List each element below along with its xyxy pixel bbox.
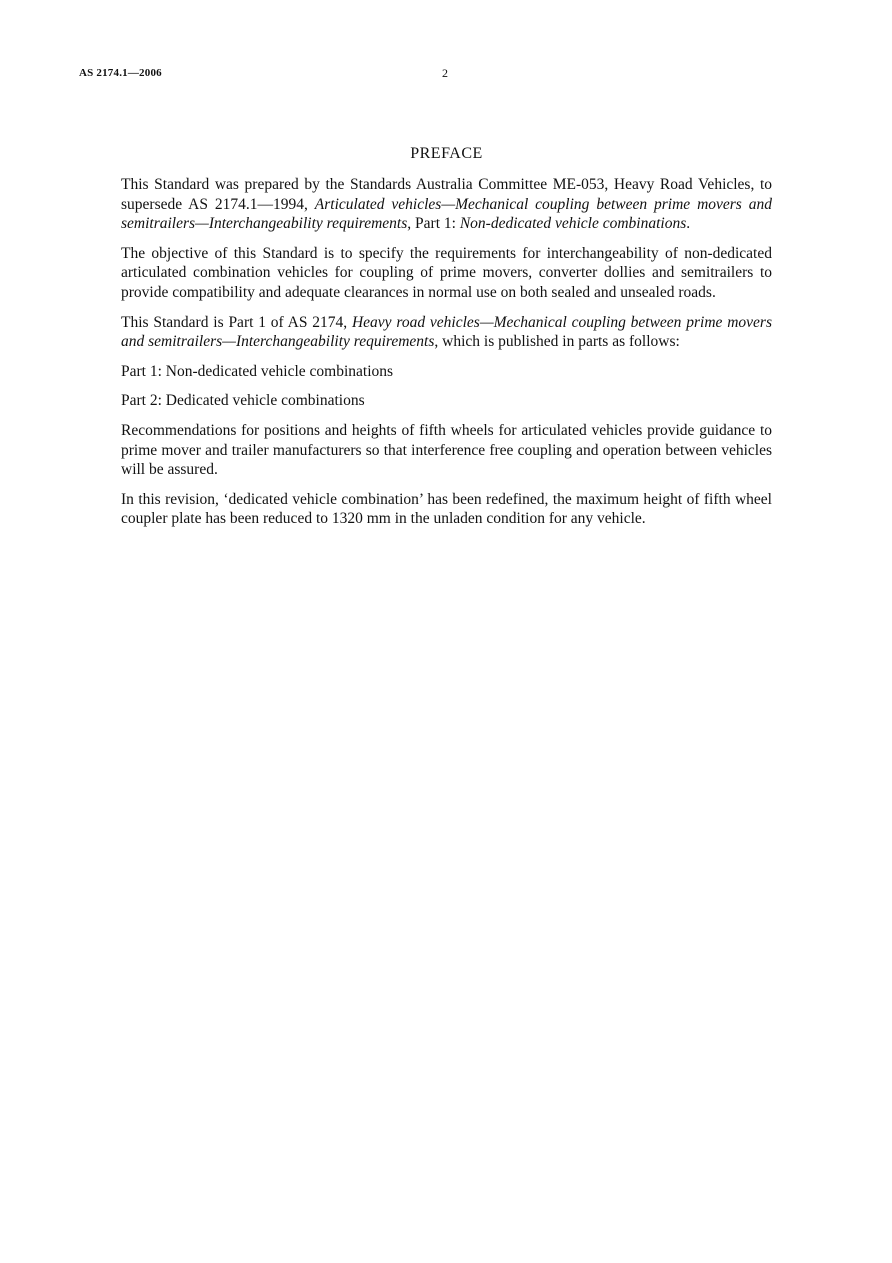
preface-title: PREFACE bbox=[410, 145, 483, 162]
p3-title-italic: Heavy road vehicles—Mechanical coupling between prime movers and semitrailers—Interchangeability requirements bbox=[121, 313, 772, 351]
part-list-item-2: Part 2: Dedicated vehicle combinations bbox=[121, 392, 365, 410]
preface-paragraph-3 bbox=[121, 313, 772, 352]
running-head-designation: AS 2174.1—2006 bbox=[79, 67, 162, 79]
preface-section bbox=[121, 145, 772, 539]
p1-text-c: , Part 1: bbox=[407, 215, 460, 233]
p1-part-italic: Non-dedicated vehicle combinations bbox=[459, 215, 687, 233]
p3-text-a: This Standard is Part 1 of AS 2174, bbox=[121, 313, 352, 331]
p3-text-c: , which is published in parts as follows: bbox=[434, 333, 680, 351]
p1-text-a: This Standard was prepared by the Standards Australia Committee ME-053, Heavy Road Vehicles, to supersede AS 2174.1—1994, bbox=[121, 176, 772, 213]
preface-paragraph-1 bbox=[121, 175, 772, 234]
p1-text-e: . bbox=[686, 215, 691, 233]
preface-paragraph-2: The objective of this Standard is to specify the requirements for interchangeability of non-dedicated articulated combination vehicles for coupling of prime movers, converter dollies and semitrailers to provide compatibility and adequate clearances in normal use on both sealed and unsealed roads. bbox=[121, 244, 772, 301]
preface-paragraph-5: In this revision, ‘dedicated vehicle combination’ has been redefined, the maximum height of fifth wheel coupler plate has been reduced to 1320 mm in the unladen condition for any vehicle. bbox=[121, 490, 772, 528]
page-number: 2 bbox=[442, 66, 448, 80]
preface-paragraph-4: Recommendations for positions and heights of fifth wheels for articulated vehicles provide guidance to prime mover and trailer manufacturers so that interference free coupling and operation between vehicles will be assured. bbox=[121, 421, 772, 479]
part-list-item-1: Part 1: Non-dedicated vehicle combinations bbox=[121, 362, 394, 380]
p1-title-italic: Articulated vehicles—Mechanical coupling between prime movers and semitrailers—Interchangeability requirements bbox=[121, 195, 772, 233]
